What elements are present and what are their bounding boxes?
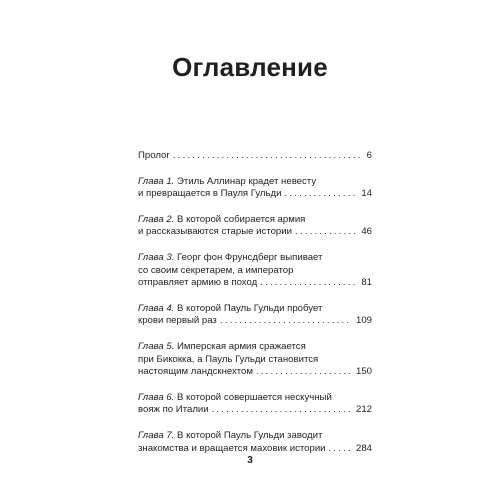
- toc-entry-line: [138, 354, 372, 367]
- toc-entry[interactable]: [138, 150, 372, 163]
- toc-entry-last-line: [138, 404, 372, 417]
- toc-entry-lead: [138, 315, 217, 328]
- dot-leader: [220, 315, 352, 328]
- dot-leader: [295, 226, 357, 239]
- chapter-label: Глава 6.: [138, 391, 175, 403]
- toc-entry-lead: [138, 150, 170, 163]
- toc-entry[interactable]: [138, 341, 372, 379]
- toc-entry-text: Георг фон Фрунсдберг выпивает: [177, 251, 323, 263]
- toc-page-number: 14: [361, 188, 372, 200]
- toc-entry-line: [138, 176, 372, 189]
- toc-entry-line: [138, 341, 372, 354]
- toc-entry-line: [138, 392, 372, 405]
- toc-entry-text: и рассказываются старые истории: [138, 226, 292, 238]
- chapter-label: Глава 3.: [138, 251, 175, 263]
- dot-leader: [284, 188, 357, 201]
- toc-entry-text: при Бикокка, а Пауль Гульди становится: [138, 353, 319, 365]
- table-of-contents: [138, 150, 372, 468]
- dot-leader: [173, 150, 363, 163]
- toc-entry-last-line: [138, 443, 372, 456]
- page-number: 3: [247, 455, 253, 466]
- toc-entry-text: Пролог: [138, 150, 170, 161]
- toc-entry[interactable]: [138, 252, 372, 290]
- toc-entry-last-line: [138, 188, 372, 201]
- toc-entry-text: В которой Пауль Гульди заводит: [177, 429, 323, 441]
- toc-entry-text: В которой Пауль Гульди пробует: [177, 302, 323, 314]
- chapter-label: Глава 7.: [138, 429, 175, 441]
- chapter-label: Глава 4.: [138, 302, 175, 314]
- toc-entry-lead: [138, 443, 326, 456]
- toc-page-number: 284: [355, 442, 372, 454]
- toc-entry-lead: [138, 226, 292, 239]
- toc-entry-last-line: [138, 315, 372, 328]
- toc-entry-line: [138, 265, 372, 278]
- toc-entry-lead: [138, 277, 257, 290]
- toc-page-number: 150: [355, 366, 372, 378]
- toc-entry-last-line: [138, 150, 372, 163]
- toc-entry[interactable]: [138, 392, 372, 417]
- toc-entry-text: знакомства и вращается маховик истории: [138, 442, 326, 454]
- toc-entry-line: [138, 214, 372, 227]
- toc-entry[interactable]: [138, 303, 372, 328]
- dot-leader: [256, 366, 352, 379]
- toc-entry-text: со своим секретарем, а император: [138, 264, 294, 276]
- toc-entry-line: [138, 252, 372, 265]
- toc-entry-last-line: [138, 277, 372, 290]
- toc-page-number: 212: [355, 404, 372, 416]
- toc-entry-last-line: [138, 226, 372, 239]
- chapter-label: Глава 2.: [138, 213, 175, 225]
- toc-entry-text: В которой совершается нескучный: [177, 391, 332, 403]
- toc-entry-line: [138, 303, 372, 316]
- toc-entry-lead: [138, 366, 253, 379]
- toc-entry-lead: [138, 404, 209, 417]
- toc-entry-text: крови первый раз: [138, 315, 217, 327]
- toc-entry-lead: [138, 188, 281, 201]
- toc-entry-text: Имперская армия сражается: [177, 340, 306, 352]
- toc-entry-last-line: [138, 366, 372, 379]
- chapter-label: Глава 1.: [138, 175, 175, 187]
- page-title: Оглавление: [172, 52, 328, 82]
- toc-page-number: 46: [361, 226, 372, 238]
- toc-entry-text: В которой собирается армия: [177, 213, 306, 225]
- dot-leader: [260, 277, 357, 290]
- toc-entry[interactable]: [138, 214, 372, 239]
- dot-leader: [329, 443, 352, 456]
- dot-leader: [212, 404, 352, 417]
- toc-page-number: 81: [361, 277, 372, 289]
- toc-entry[interactable]: [138, 176, 372, 201]
- toc-entry-text: Этиль Аллинар крадет невесту: [177, 175, 317, 187]
- toc-page-number: 6: [366, 150, 372, 161]
- toc-entry-text: вояж по Италии: [138, 404, 209, 416]
- toc-entry[interactable]: [138, 430, 372, 455]
- toc-entry-text: отправляет армию в поход: [138, 277, 258, 289]
- toc-entry-line: [138, 430, 372, 443]
- chapter-label: Глава 5.: [138, 340, 175, 352]
- toc-page-number: 109: [355, 315, 372, 327]
- toc-entry-text: настоящим ландскнехтом: [138, 366, 253, 378]
- toc-entry-text: и превращается в Пауля Гульди: [138, 188, 282, 200]
